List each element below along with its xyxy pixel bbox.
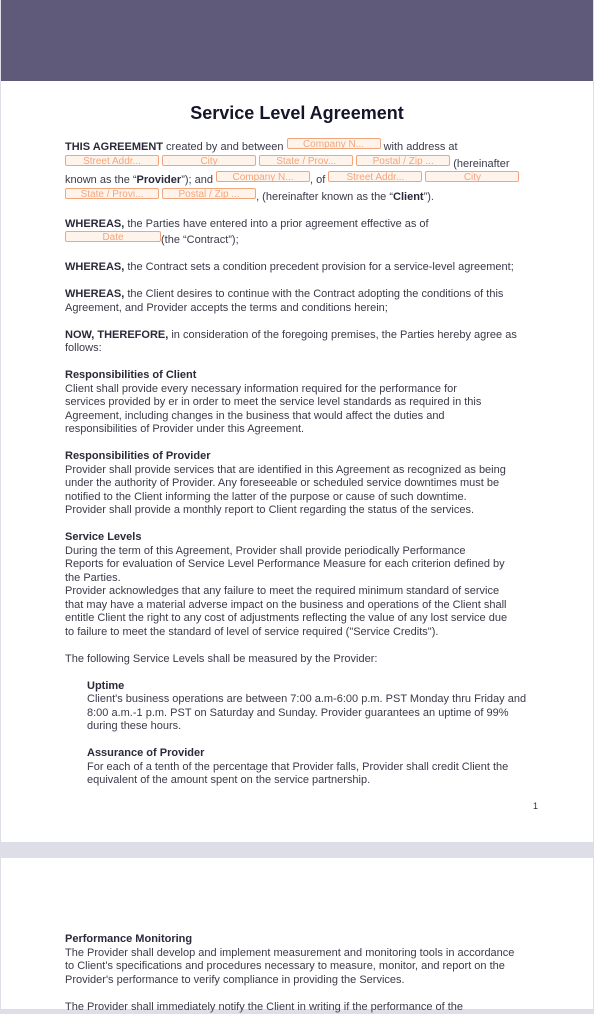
intro-text: created by and between [163, 141, 287, 153]
section-text [65, 947, 535, 988]
whereas-text: the Parties have entered into a prior agreement effective as of [124, 218, 428, 230]
client-term: Client [393, 191, 424, 203]
text-line: entitle Client the right to any cost of adjustments reflecting the value of any lost service due [65, 612, 507, 624]
state-province-field-2[interactable]: State / Provi... [65, 188, 159, 199]
now-text: follows: [65, 342, 102, 354]
section-text [65, 383, 535, 437]
section-heading: Responsibilities of Client [65, 369, 535, 383]
now-label: NOW, THEREFORE, [65, 329, 168, 341]
text-line: Reports for evaluation of Service Level Performance Measure for each criterion defined by [65, 558, 505, 570]
text-line: services provided by er in order to meet the service level standards as required in this [65, 396, 481, 408]
document-body [65, 138, 535, 788]
now-text: in consideration of the foregoing premises, the Parties hereby agree as [168, 329, 517, 341]
text-line: under the authority of Provider. Any foreseeable or scheduled service downtimes must be [65, 477, 499, 489]
whereas-text: (the “Contract”); [161, 234, 239, 246]
document-page-1 [1, 0, 593, 842]
section-text [87, 693, 535, 734]
section-text [65, 545, 535, 640]
state-province-field[interactable]: State / Prov... [259, 155, 353, 166]
intro-text: (hereinafter [450, 158, 509, 170]
section-heading: Assurance of Provider [87, 747, 535, 761]
text-line: to Client's specifications and procedures necessary to measure, monitor, and report on the [65, 960, 505, 972]
city-field-2[interactable]: City [425, 171, 519, 182]
text-line: that may have a material adverse impact on the business and operations of the Client shall [65, 599, 506, 611]
text-line: Provider acknowledges that any failure to meet the required minimum standard of service [65, 585, 499, 597]
company-name-field[interactable]: Company N... [287, 138, 381, 149]
now-therefore [65, 329, 535, 356]
text-line: Agreement, including changes in the business that would affect the duties and [65, 410, 445, 422]
whereas-3 [65, 288, 535, 315]
text-line: Provider shall provide a monthly report to Client regarding the status of the services. [65, 504, 474, 516]
postal-zip-field-2[interactable]: Postal / Zip ... [162, 188, 256, 199]
date-field[interactable]: Date [65, 231, 161, 242]
whereas-1 [65, 218, 535, 248]
following-text: The following Service Levels shall be measured by the Provider: [65, 653, 535, 667]
section-heading: Uptime [87, 680, 535, 694]
intro-text: known as the “ [65, 174, 137, 186]
document-title: Service Level Agreement [1, 103, 593, 124]
section-heading: Performance Monitoring [65, 933, 535, 947]
document-page-2 [1, 858, 593, 1009]
whereas-2 [65, 261, 535, 275]
company-name-field-2[interactable]: Company N... [216, 171, 310, 182]
text-line: For each of a tenth of the percentage that Provider falls, Provider shall credit Client the [87, 761, 508, 773]
section-heading: Responsibilities of Provider [65, 450, 535, 464]
text-line: 8:00 a.m.-1 p.m. PST on Saturday and Sunday. Provider guarantees an uptime of 99% [87, 707, 509, 719]
header-band [1, 0, 593, 81]
section-text [87, 761, 535, 788]
text-line: During the term of this Agreement, Provider shall provide periodically Performance [65, 545, 465, 557]
section-heading: Service Levels [65, 531, 535, 545]
whereas-label: WHEREAS, [65, 261, 124, 273]
intro-text: , of [310, 174, 328, 186]
provider-term: Provider [137, 174, 182, 186]
whereas-label: WHEREAS, [65, 288, 124, 300]
uptime-section [87, 680, 535, 788]
text-line: responsibilities of Provider under this Agreement. [65, 423, 304, 435]
intro-paragraph [65, 138, 535, 204]
whereas-text: Agreement, and Provider accepts the terms and conditions herein; [65, 302, 388, 314]
text-line: the Parties. [65, 572, 121, 584]
text-line: The Provider shall develop and implement measurement and monitoring tools in accordance [65, 947, 514, 959]
text-line: Client shall provide every necessary information required for the performance for [65, 383, 457, 395]
text-line: equivalent of the amount spent on the service partnership. [87, 774, 370, 786]
street-address-field-2[interactable]: Street Addr... [328, 171, 422, 182]
section-text: The Provider shall immediately notify the Client in writing if the performance of the [65, 1001, 535, 1014]
street-address-field[interactable]: Street Addr... [65, 155, 159, 166]
intro-text: ”); and [181, 174, 216, 186]
text-line: Client's business operations are between 7:00 a.m-6:00 p.m. PST Monday thru Friday and [87, 693, 526, 705]
text-line: to failure to meet the standard of level of service required ("Service Credits"). [65, 626, 438, 638]
text-line: Provider's performance to verify compliance in providing the Services. [65, 974, 405, 986]
text-line: notified to the Client informing the latter of the purpose or cause of such downtime. [65, 491, 467, 503]
text-line: during these hours. [87, 720, 181, 732]
city-field[interactable]: City [162, 155, 256, 166]
whereas-text: the Client desires to continue with the Contract adopting the conditions of this [124, 288, 503, 300]
whereas-label: WHEREAS, [65, 218, 124, 230]
page-number: 1 [533, 801, 538, 811]
intro-text: , (hereinafter known as the “ [256, 191, 393, 203]
document-body-2 [65, 933, 535, 1014]
intro-text: ”). [424, 191, 434, 203]
intro-text: with address at [381, 141, 458, 153]
text-line: Provider shall provide services that are identified in this Agreement as recognized as being [65, 464, 506, 476]
whereas-text: the Contract sets a condition precedent provision for a service-level agreement; [124, 261, 513, 273]
postal-zip-field[interactable]: Postal / Zip ... [356, 155, 450, 166]
intro-lead: THIS AGREEMENT [65, 141, 163, 153]
section-text [65, 464, 535, 518]
